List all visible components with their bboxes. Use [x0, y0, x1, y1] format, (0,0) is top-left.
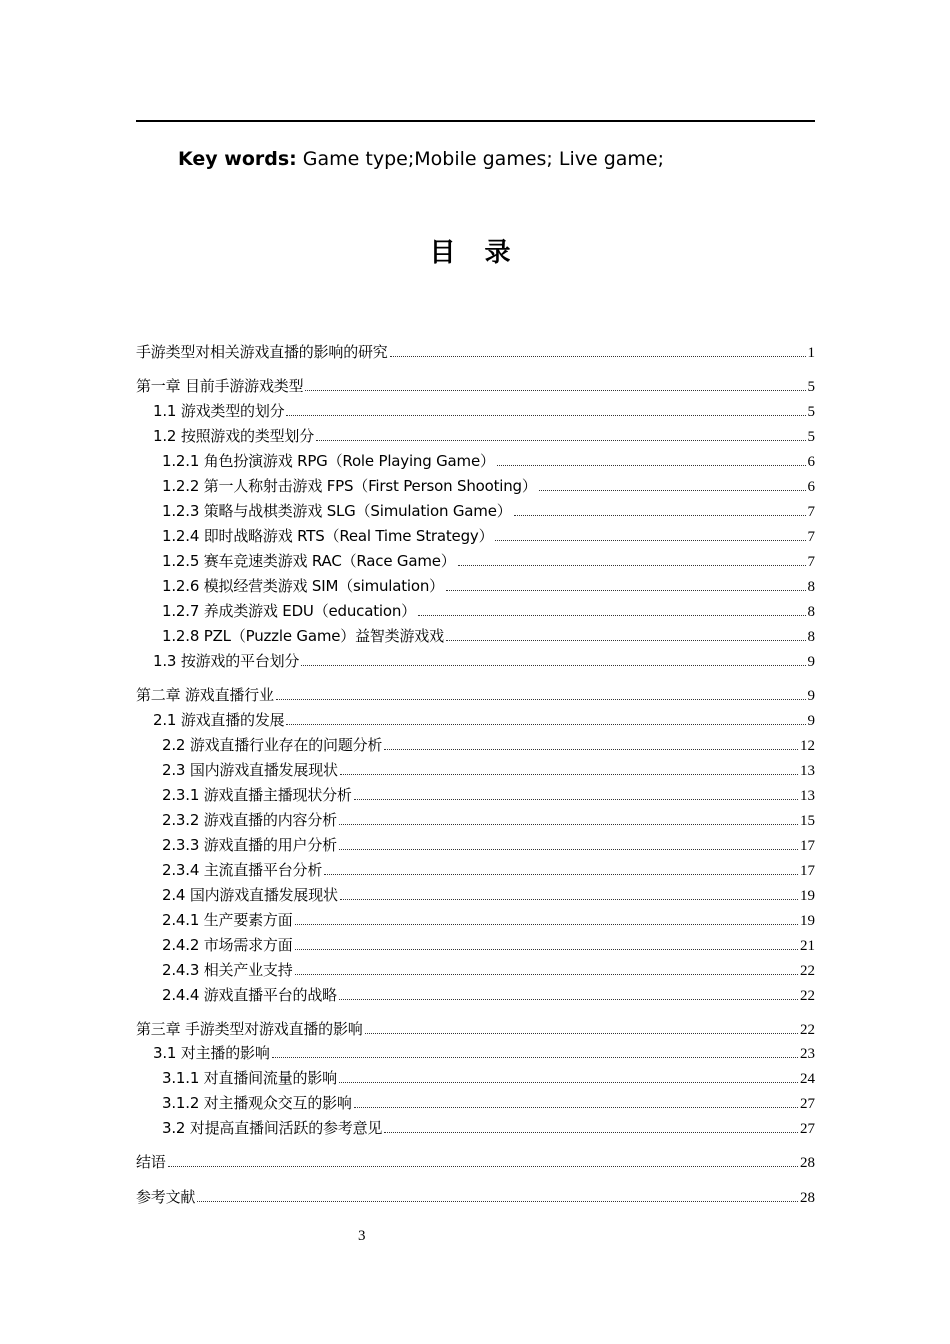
page-number: 3: [358, 1228, 366, 1244]
toc-dot-leader: [272, 1057, 798, 1058]
toc-title: 目 录: [429, 238, 521, 268]
toc-dot-leader: [340, 774, 798, 775]
toc-entry[interactable]: [162, 735, 815, 756]
toc-dot-leader: [301, 665, 805, 666]
toc-entry[interactable]: [162, 960, 815, 981]
toc-entry-title: 3.1.2 对主播观众交互的影响: [162, 1094, 352, 1112]
toc-entry[interactable]: [162, 601, 815, 622]
toc-entry-title: 2.3 国内游戏直播发展现状: [162, 761, 338, 779]
toc-entry-page: 21: [800, 938, 815, 954]
toc-entry-title: 2.4.2 市场需求方面: [162, 936, 293, 954]
toc-dot-leader: [458, 565, 806, 566]
toc-entry-title: 1.2 按照游戏的类型划分: [153, 427, 315, 445]
toc-entry-page: 7: [807, 529, 815, 545]
toc-entry-page: 17: [800, 838, 815, 854]
toc-entry-title: 3.1.1 对直播间流量的影响: [162, 1069, 337, 1087]
toc-entry-title: 1.2.5 赛车竞速类游戏 RAC（Race Game）: [162, 552, 456, 570]
toc-entry-page: 28: [800, 1190, 815, 1206]
toc-entry-page: 5: [807, 404, 815, 420]
toc-entry-page: 7: [807, 504, 815, 520]
toc-entry-title: 2.3.2 游戏直播的内容分析: [162, 811, 337, 829]
toc-entry-page: 19: [800, 913, 815, 929]
toc-dot-leader: [295, 974, 798, 975]
toc-dot-leader: [168, 1166, 798, 1167]
toc-entry-title: 3.1 对主播的影响: [153, 1044, 270, 1062]
toc-dot-leader: [197, 1201, 798, 1202]
toc-entry-page: 8: [807, 604, 815, 620]
toc-entry[interactable]: [153, 710, 815, 731]
toc-entry-page: 27: [800, 1096, 815, 1112]
toc-dot-leader: [286, 415, 805, 416]
toc-entry-title: 1.2.8 PZL（Puzzle Game）益智类游戏戏: [162, 627, 444, 645]
toc-entry-page: 22: [800, 1022, 815, 1038]
toc-dot-leader: [339, 1082, 798, 1083]
toc-entry-page: 27: [800, 1121, 815, 1137]
toc-entry-page: 12: [800, 738, 815, 754]
toc-entry-page: 28: [800, 1155, 815, 1171]
toc-entry[interactable]: [162, 551, 815, 572]
toc-entry[interactable]: [136, 1187, 815, 1208]
toc-entry-page: 24: [800, 1071, 815, 1087]
toc-entry-title: 第一章 目前手游游戏类型: [136, 377, 304, 395]
toc-dot-leader: [354, 1107, 798, 1108]
toc-entry-page: 22: [800, 963, 815, 979]
toc-entry[interactable]: [162, 626, 815, 647]
toc-entry-page: 8: [807, 629, 815, 645]
toc-dot-leader: [446, 640, 806, 641]
toc-entry-title: 1.2.1 角色扮演游戏 RPG（Role Playing Game）: [162, 452, 495, 470]
toc-entry[interactable]: [162, 501, 815, 522]
toc-entry-page: 9: [807, 713, 815, 729]
toc-dot-leader: [316, 440, 805, 441]
toc-entry-page: 15: [800, 813, 815, 829]
keywords-text: Game type;Mobile games; Live game;: [296, 148, 664, 170]
toc-entry-page: 13: [800, 763, 815, 779]
toc-entry[interactable]: [162, 885, 815, 906]
toc-entry-page: 13: [800, 788, 815, 804]
toc-entry-title: 1.3 按游戏的平台划分: [153, 652, 300, 670]
toc-dot-leader: [339, 999, 798, 1000]
toc-entry-title: 手游类型对相关游戏直播的影响的研究: [136, 343, 388, 361]
toc-entry-title: 1.2.4 即时战略游戏 RTS（Real Time Strategy）: [162, 527, 494, 545]
toc-dot-leader: [340, 899, 798, 900]
toc-entry-title: 参考文献: [136, 1188, 196, 1206]
toc-entry-page: 5: [807, 379, 815, 395]
toc-entry[interactable]: [162, 476, 815, 497]
header-rule: [136, 120, 815, 122]
toc-entry-page: 23: [800, 1046, 815, 1062]
toc-entry-title: 3.2 对提高直播间活跃的参考意见: [162, 1119, 383, 1137]
toc-dot-leader: [497, 465, 806, 466]
toc-entry[interactable]: [162, 935, 815, 956]
toc-entry-page: 9: [807, 688, 815, 704]
toc-dot-leader: [305, 390, 805, 391]
toc-dot-leader: [295, 949, 798, 950]
toc-entry[interactable]: [136, 1152, 815, 1173]
toc-dot-leader: [339, 824, 798, 825]
toc-entry-title: 2.2 游戏直播行业存在的问题分析: [162, 736, 383, 754]
toc-entry-title: 2.3.3 游戏直播的用户分析: [162, 836, 337, 854]
toc-entry[interactable]: [136, 685, 815, 706]
toc-entry[interactable]: [136, 1019, 815, 1040]
toc-entry[interactable]: [153, 426, 815, 447]
toc-entry-page: 6: [807, 454, 815, 470]
toc-entry[interactable]: [162, 785, 815, 806]
toc-entry[interactable]: [136, 376, 815, 397]
toc-dot-leader: [354, 799, 798, 800]
toc-entry-title: 2.4.4 游戏直播平台的战略: [162, 986, 337, 1004]
toc-entry-title: 2.1 游戏直播的发展: [153, 711, 285, 729]
toc-entry[interactable]: [162, 860, 815, 881]
toc-entry[interactable]: [162, 526, 815, 547]
toc-entry[interactable]: [162, 1068, 815, 1089]
toc-entry-title: 第二章 游戏直播行业: [136, 686, 274, 704]
toc-entry-title: 1.2.3 策略与战棋类游戏 SLG（Simulation Game）: [162, 502, 512, 520]
toc-entry-title: 2.3.1 游戏直播主播现状分析: [162, 786, 352, 804]
toc-entry-page: 19: [800, 888, 815, 904]
toc-entry[interactable]: [162, 910, 815, 931]
toc-dot-leader: [418, 615, 806, 616]
toc-entry[interactable]: [153, 1043, 815, 1064]
toc-entry[interactable]: [162, 810, 815, 831]
toc-entry-page: 22: [800, 988, 815, 1004]
toc-entry-page: 1: [807, 345, 815, 361]
toc-dot-leader: [295, 924, 798, 925]
toc-entry-page: 5: [807, 429, 815, 445]
toc-entry-title: 第三章 手游类型对游戏直播的影响: [136, 1020, 363, 1038]
toc-entry-title: 1.2.6 模拟经营类游戏 SIM（simulation）: [162, 577, 444, 595]
toc-entry[interactable]: [162, 451, 815, 472]
toc-dot-leader: [365, 1033, 798, 1034]
toc-dot-leader: [324, 874, 798, 875]
toc-entry-page: 9: [807, 654, 815, 670]
toc-entry[interactable]: [153, 651, 815, 672]
toc-entry[interactable]: [162, 1118, 815, 1139]
toc-dot-leader: [339, 849, 798, 850]
toc-entry-title: 1.2.2 第一人称射击游戏 FPS（First Person Shooting）: [162, 477, 537, 495]
toc-entry-title: 2.3.4 主流直播平台分析: [162, 861, 323, 879]
toc-dot-leader: [286, 724, 805, 725]
toc-dot-leader: [384, 749, 798, 750]
toc-entry-page: 8: [807, 579, 815, 595]
toc-dot-leader: [539, 490, 806, 491]
keywords-label: Key words:: [178, 148, 297, 170]
toc-dot-leader: [276, 699, 806, 700]
toc-entry[interactable]: [153, 401, 815, 422]
toc-dot-leader: [384, 1132, 798, 1133]
toc-entry-title: 结语: [136, 1153, 166, 1171]
toc-dot-leader: [495, 540, 805, 541]
toc-dot-leader: [446, 590, 806, 591]
toc-entry[interactable]: [162, 1093, 815, 1114]
toc-entry-title: 1.1 游戏类型的划分: [153, 402, 285, 420]
toc-entry-title: 1.2.7 养成类游戏 EDU（education）: [162, 602, 416, 620]
toc-entry-page: 6: [807, 479, 815, 495]
toc-entry[interactable]: [162, 835, 815, 856]
toc-entry[interactable]: [136, 342, 815, 363]
toc-entry-title: 2.4 国内游戏直播发展现状: [162, 886, 338, 904]
toc-entry-title: 2.4.1 生产要素方面: [162, 911, 293, 929]
toc-entry[interactable]: [162, 576, 815, 597]
toc-dot-leader: [390, 356, 806, 357]
toc-dot-leader: [514, 515, 806, 516]
toc-entry[interactable]: [162, 760, 815, 781]
keywords-line: [178, 148, 664, 170]
toc-entry-page: 7: [807, 554, 815, 570]
toc-entry[interactable]: [162, 985, 815, 1006]
toc-entry-title: 2.4.3 相关产业支持: [162, 961, 293, 979]
toc-entry-page: 17: [800, 863, 815, 879]
